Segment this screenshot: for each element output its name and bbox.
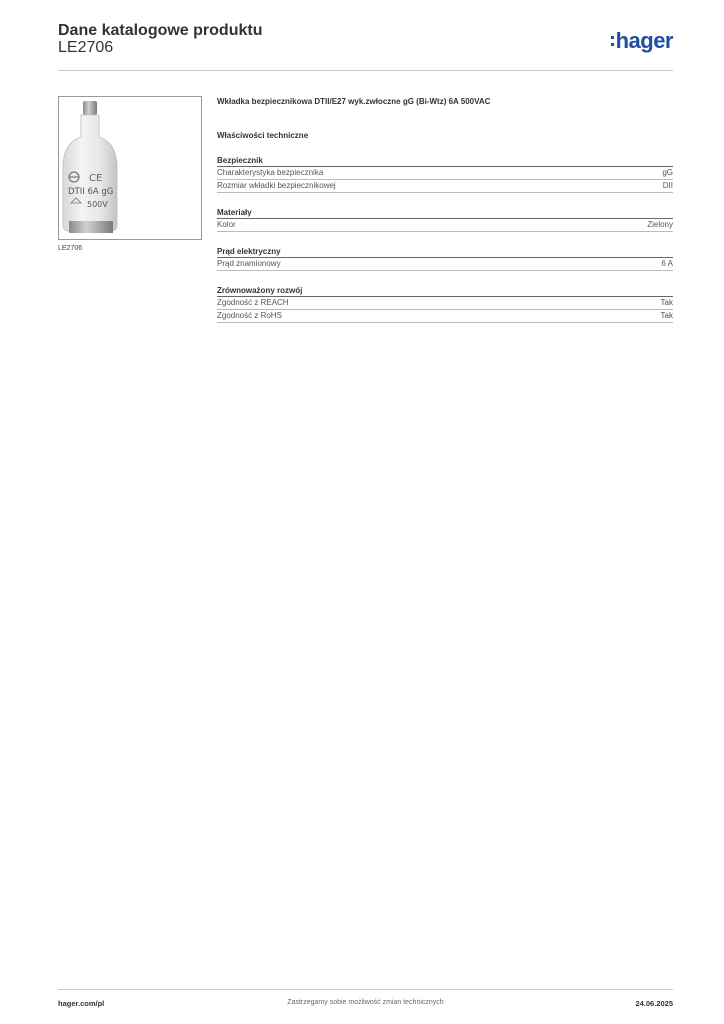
- property-row: [217, 167, 673, 180]
- property-label: Prąd znamionowy: [217, 259, 281, 268]
- document-title: Dane katalogowe produktu: [58, 22, 263, 39]
- logo-dots-icon: [611, 34, 614, 48]
- product-details: [217, 96, 673, 323]
- footer-date: 24.06.2025: [635, 999, 673, 1008]
- property-value: Zielony: [647, 220, 673, 229]
- group-sustainability: [217, 285, 673, 323]
- group-title: Prąd elektryczny: [217, 246, 673, 258]
- voltage-marking: 500V: [87, 200, 108, 209]
- product-description: Wkładka bezpiecznikowa DTII/E27 wyk.zwłoczne gG (Bi-Wtz) 6A 500VAC: [217, 97, 491, 106]
- page-footer: [58, 989, 673, 1014]
- group-title: Bezpiecznik: [217, 155, 673, 167]
- page-header: [58, 20, 673, 71]
- group-title: Zrównoważony rozwój: [217, 285, 673, 297]
- property-label: Rozmiar wkładki bezpiecznikowej: [217, 181, 336, 190]
- property-row: [217, 297, 673, 310]
- property-label: Zgodność z RoHS: [217, 311, 282, 320]
- logo-text: hager: [615, 28, 673, 53]
- image-caption: LE2706: [58, 245, 83, 252]
- fuse-image: [59, 97, 201, 239]
- property-row: [217, 258, 673, 271]
- group-fuse: [217, 155, 673, 193]
- property-row: [217, 180, 673, 193]
- property-label: Zgodność z REACH: [217, 298, 289, 307]
- property-label: Charakterystyka bezpiecznika: [217, 168, 324, 177]
- group-electric-current: [217, 246, 673, 271]
- website-link[interactable]: hager.com/pl: [58, 999, 105, 1008]
- property-value: gG: [662, 168, 673, 177]
- group-title: Materiały: [217, 207, 673, 219]
- property-label: Kolor: [217, 220, 236, 229]
- property-row: [217, 219, 673, 232]
- property-value: Tak: [660, 298, 673, 307]
- ce-mark: CE: [89, 173, 103, 184]
- footer-disclaimer: Zastrzegamy sobie możliwość zmian technicznych: [287, 999, 444, 1006]
- product-code: LE2706: [58, 39, 114, 56]
- property-value: 6 A: [661, 259, 673, 268]
- product-image: [58, 96, 202, 240]
- technical-section-title: Właściwości techniczne: [217, 131, 309, 140]
- property-value: DII: [662, 181, 673, 190]
- property-row: [217, 310, 673, 323]
- group-materials: [217, 207, 673, 232]
- property-value: Tak: [660, 311, 673, 320]
- fuse-marking: DTII 6A gG: [68, 187, 114, 197]
- hager-logo: [611, 28, 673, 54]
